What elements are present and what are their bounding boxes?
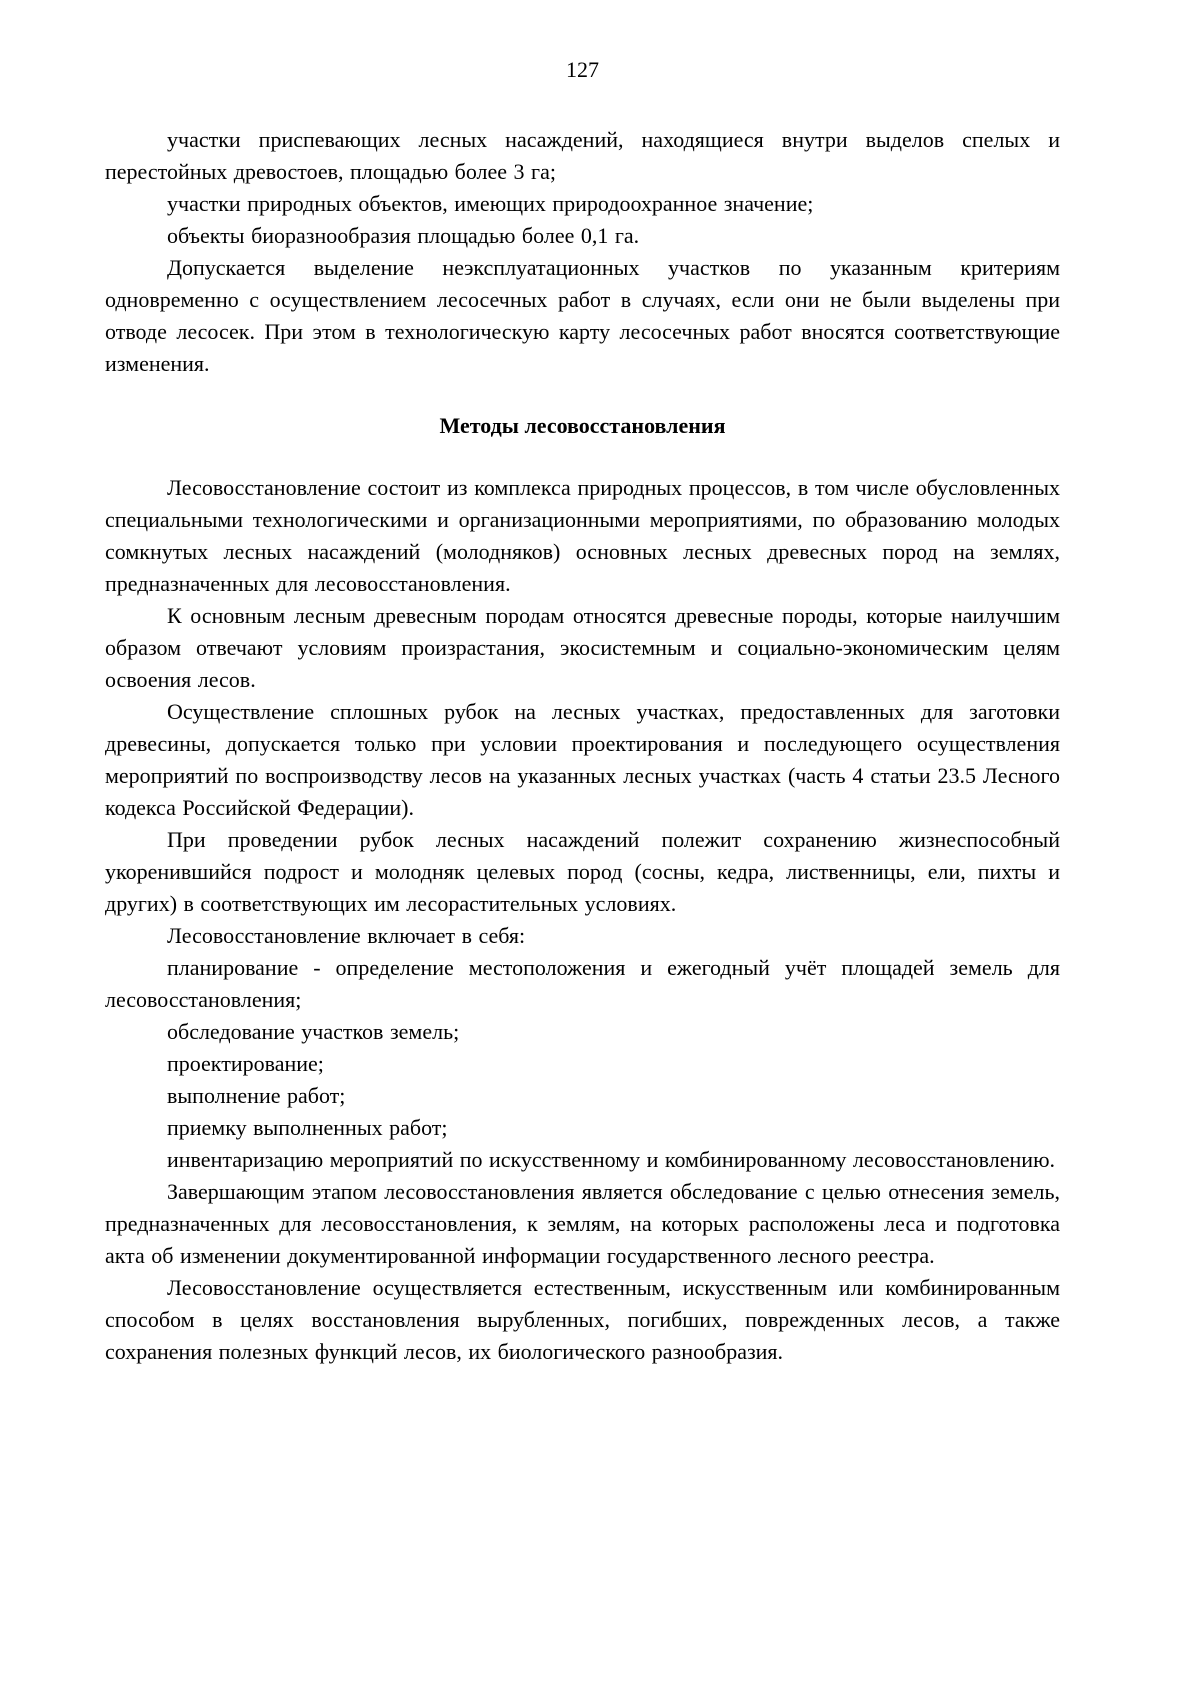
paragraph: инвентаризацию мероприятий по искусственному и комбинированному лесовосстановлению.	[167, 1147, 1056, 1172]
paragraph: планирование - определение местоположения и ежегодный учёт площадей земель для лесовосстановления;	[105, 955, 1060, 1012]
paragraph: Лесовосстановление состоит из комплекса природных процессов, в том числе обусловленных специальными технологическими и организационными мероприятиями, по образованию молодых сомкнутых лесных насаждений (молодняков) основных лесных древесных пород на землях, предназначенных для лесовосстановления.	[105, 475, 1060, 596]
paragraph: Завершающим этапом лесовосстановления является обследование с целью отнесения земель, предназначенных для лесовосстановления, к землям, на которых расположены леса и подготовка акта об изменении документированной информации государственного лесного реестра.	[105, 1179, 1060, 1268]
page-number: 127	[566, 57, 599, 82]
paragraph: Лесовосстановление осуществляется естественным, искусственным или комбинированным способом в целях восстановления вырубленных, погибших, поврежденных лесов, а также сохранения полезных функций лесов, их биологического разнообразия.	[105, 1275, 1060, 1364]
paragraph: Осуществление сплошных рубок на лесных участках, предоставленных для заготовки древесины, допускается только при условии проектирования и последующего осуществления мероприятий по воспроизводству лесов на указанных лесных участках (часть 4 статьи 23.5 Лесного кодекса Российской Федерации).	[105, 699, 1060, 820]
paragraph: выполнение работ;	[167, 1083, 346, 1108]
paragraph: обследование участков земель;	[167, 1019, 460, 1044]
paragraph: К основным лесным древесным породам относятся древесные породы, которые наилучшим образом отвечают условиям произрастания, экосистемным и социально-экономическим целям освоения лесов.	[105, 603, 1060, 692]
paragraph: участки природных объектов, имеющих природоохранное значение;	[167, 191, 814, 216]
paragraph: проектирование;	[167, 1051, 324, 1076]
paragraph: участки приспевающих лесных насаждений, находящиеся внутри выделов спелых и перестойных древостоев, площадью более 3 га;	[105, 127, 1060, 184]
paragraph: Допускается выделение неэксплуатационных участков по указанным критериям одновременно с осуществлением лесосечных работ в случаях, если они не были выделены при отводе лесосек. При этом в технологическую карту лесосечных работ вносятся соответствующие изменения.	[105, 255, 1060, 376]
paragraph: При проведении рубок лесных насаждений полежит сохранению жизнеспособный укоренившийся подрост и молодняк целевых пород (сосны, кедра, лиственницы, ели, пихты и других) в соответствующих им лесорастительных условиях.	[105, 827, 1060, 916]
paragraph: приемку выполненных работ;	[167, 1115, 448, 1140]
section-heading: Методы лесовосстановления	[439, 413, 726, 438]
paragraph: Лесовосстановление включает в себя:	[167, 923, 526, 948]
paragraph: объекты биоразнообразия площадью более 0,1 га.	[167, 223, 640, 248]
